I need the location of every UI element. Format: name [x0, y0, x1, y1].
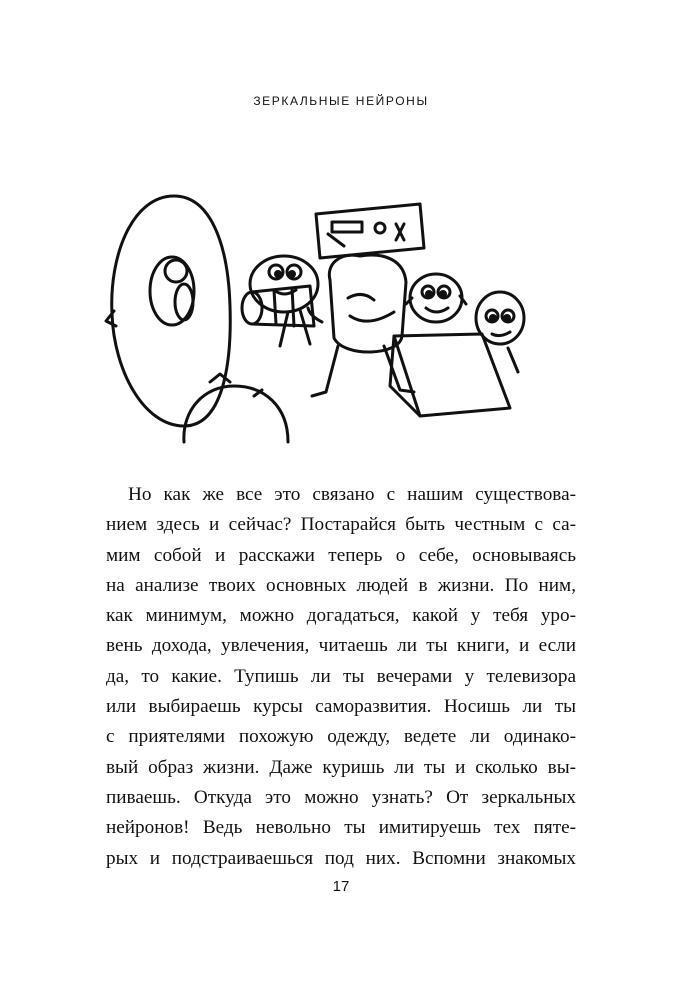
- neuron-character-right-2: [476, 292, 524, 372]
- text-line: Но как же все это связано с нашим существова-: [128, 484, 576, 505]
- text-line: нейронов! Ведь невольно ты имитируешь тех пятe-: [106, 817, 576, 839]
- text-line: вень дохода, увлечения, читаешь ли ты книги, и если: [106, 635, 576, 657]
- text-line: рых и подстраиваешься под них. Вспомни знакомых: [106, 847, 576, 869]
- text-line: нием здесь и сейчас? Постарайся быть честным с са-: [106, 514, 576, 536]
- cartoon-neurons-projecting-film-icon: [104, 186, 534, 446]
- text-line: или выбираешь курсы саморазвития. Носишь ли ты: [106, 696, 576, 718]
- neuron-character-main: [308, 255, 414, 396]
- control-panel-shape: [316, 204, 424, 258]
- text-line: мим собой и расскажи теперь о себе, основываясь: [106, 544, 576, 566]
- text-line: на анализе твоих основных людей в жизни. По ним,: [106, 574, 576, 596]
- console-desk-shape: [390, 334, 510, 416]
- text-line: как минимум, можно догадаться, какой у тебя уро-: [106, 605, 576, 627]
- text-line: пиваешь. Откуда это можно узнать? От зеркальных: [106, 786, 576, 808]
- text-line: с приятелями похожую одежду, ведете ли одинако-: [106, 726, 576, 748]
- neuron-character-right-1: [406, 274, 466, 322]
- text-line: да, то какие. Тупишь ли ты вечерами у телевизора: [106, 665, 576, 687]
- running-head: ЗЕРКАЛЬНЫЕ НЕЙРОНЫ: [253, 94, 429, 108]
- neuron-character-bottom: [184, 374, 288, 442]
- page-number: 17: [332, 878, 350, 895]
- text-line: вый образ жизни. Даже куришь ли ты и сколько вы-: [106, 756, 576, 778]
- body-paragraph: [106, 480, 576, 874]
